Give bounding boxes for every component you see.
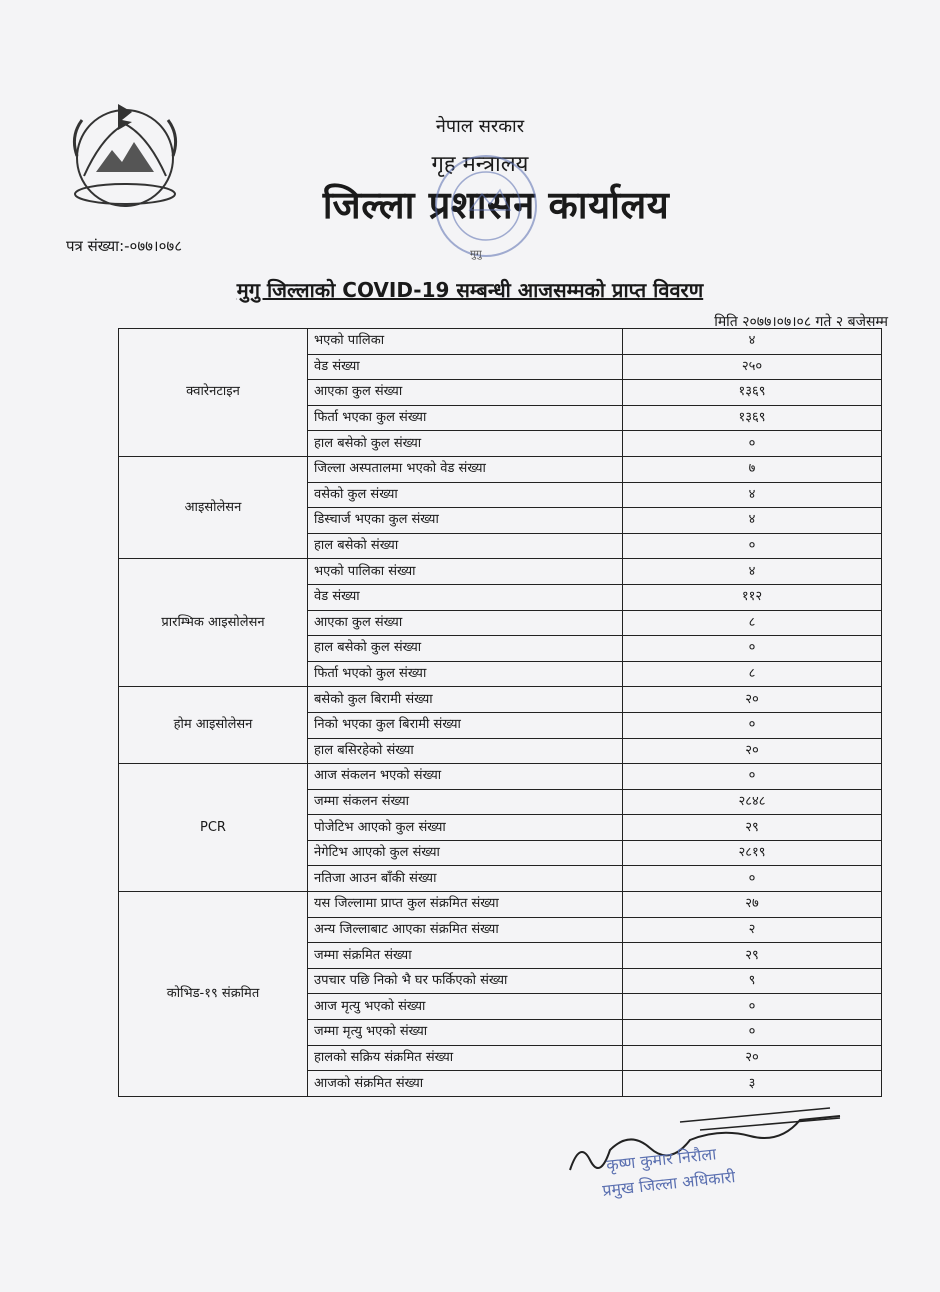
report-date: मिति २०७७।०७।०८ गते २ बजेसम्म (714, 314, 888, 330)
item-cell: हाल बसिरहेको संख्या (308, 738, 623, 764)
item-cell: अन्य जिल्लाबाट आएका संक्रमित संख्या (308, 917, 623, 943)
value-cell: २ (623, 917, 882, 943)
value-cell: ११२ (623, 584, 882, 610)
item-cell: हाल बसेको कुल संख्या (308, 636, 623, 662)
item-cell: वेड संख्या (308, 354, 623, 380)
value-cell: २७ (623, 892, 882, 918)
value-cell: १३६९ (623, 380, 882, 406)
item-cell: फिर्ता भएको कुल संख्या (308, 661, 623, 687)
item-cell: आज मृत्यु भएको संख्या (308, 994, 623, 1020)
value-cell: २० (623, 738, 882, 764)
value-cell: २९ (623, 943, 882, 969)
value-cell: ३ (623, 1071, 882, 1097)
value-cell: २० (623, 1045, 882, 1071)
value-cell: २८४८ (623, 789, 882, 815)
item-cell: फिर्ता भएका कुल संख्या (308, 405, 623, 431)
item-cell: भएको पालिका संख्या (308, 559, 623, 585)
table-row (119, 892, 882, 918)
value-cell: ४ (623, 329, 882, 355)
table-row (119, 559, 882, 585)
value-cell: २९ (623, 815, 882, 841)
value-cell: ७ (623, 456, 882, 482)
value-cell: ० (623, 866, 882, 892)
value-cell: ९ (623, 968, 882, 994)
office-stamp-icon (430, 150, 542, 262)
category-cell: क्वारेनटाइन (119, 329, 308, 457)
category-cell: आइसोलेसन (119, 456, 308, 558)
value-cell: ० (623, 1020, 882, 1046)
table-row (119, 764, 882, 790)
item-cell: हाल बसेको कुल संख्या (308, 431, 623, 457)
item-cell: आएका कुल संख्या (308, 610, 623, 636)
item-cell: जम्मा संक्रमित संख्या (308, 943, 623, 969)
value-cell: २५० (623, 354, 882, 380)
stamp-label: मुगु (470, 249, 482, 260)
category-cell: प्रारम्भिक आइसोलेसन (119, 559, 308, 687)
signatory-title: प्रमुख जिल्ला अधिकारी (601, 1167, 737, 1200)
value-cell: ० (623, 764, 882, 790)
item-cell: आज संकलन भएको संख्या (308, 764, 623, 790)
item-cell: निको भएका कुल बिरामी संख्या (308, 712, 623, 738)
office-name: जिल्ला प्रशासन कार्यालय (322, 183, 670, 227)
value-cell: २० (623, 687, 882, 713)
value-cell: ८ (623, 661, 882, 687)
signatory-name: कृष्ण कुमार निरौला (605, 1144, 718, 1175)
table-row (119, 456, 882, 482)
covid-statistics-table (118, 328, 882, 1097)
table-row (119, 687, 882, 713)
value-cell: ० (623, 533, 882, 559)
item-cell: पोजेटिभ आएको कुल संख्या (308, 815, 623, 841)
item-cell: जिल्ला अस्पतालमा भएको वेड संख्या (308, 456, 623, 482)
category-cell: कोभिड-१९ संक्रमित (119, 892, 308, 1097)
category-cell: होम आइसोलेसन (119, 687, 308, 764)
item-cell: जम्मा मृत्यु भएको संख्या (308, 1020, 623, 1046)
value-cell: ० (623, 994, 882, 1020)
value-cell: ० (623, 636, 882, 662)
value-cell: ८ (623, 610, 882, 636)
item-cell: उपचार पछि निको भै घर फर्किएको संख्या (308, 968, 623, 994)
value-cell: २८१९ (623, 840, 882, 866)
item-cell: नतिजा आउन बाँकी संख्या (308, 866, 623, 892)
item-cell: डिस्चार्ज भएका कुल संख्या (308, 508, 623, 534)
item-cell: यस जिल्लामा प्राप्त कुल संक्रमित संख्या (308, 892, 623, 918)
value-cell: ० (623, 431, 882, 457)
item-cell: बसेको कुल बिरामी संख्या (308, 687, 623, 713)
value-cell: १३६९ (623, 405, 882, 431)
ministry-name: गृह मन्त्रालय (431, 152, 529, 177)
reference-number: पत्र संख्या:-०७७।०७८ (66, 237, 183, 255)
value-cell: ४ (623, 482, 882, 508)
item-cell: नेगेटिभ आएको कुल संख्या (308, 840, 623, 866)
item-cell: वेड संख्या (308, 584, 623, 610)
government-name: नेपाल सरकार (435, 116, 525, 137)
value-cell: ४ (623, 508, 882, 534)
item-cell: आएका कुल संख्या (308, 380, 623, 406)
item-cell: भएको पालिका (308, 329, 623, 355)
table-row (119, 329, 882, 355)
item-cell: जम्मा संकलन संख्या (308, 789, 623, 815)
value-cell: ४ (623, 559, 882, 585)
category-cell: PCR (119, 764, 308, 892)
value-cell: ० (623, 712, 882, 738)
item-cell: वसेको कुल संख्या (308, 482, 623, 508)
item-cell: आजको संक्रमित संख्या (308, 1071, 623, 1097)
document-subject: मुगु जिल्लाको COVID-19 सम्बन्धी आजसम्मको प्राप्त विवरण (236, 278, 704, 302)
item-cell: हालको सक्रिय संक्रमित संख्या (308, 1045, 623, 1071)
item-cell: हाल बसेको संख्या (308, 533, 623, 559)
